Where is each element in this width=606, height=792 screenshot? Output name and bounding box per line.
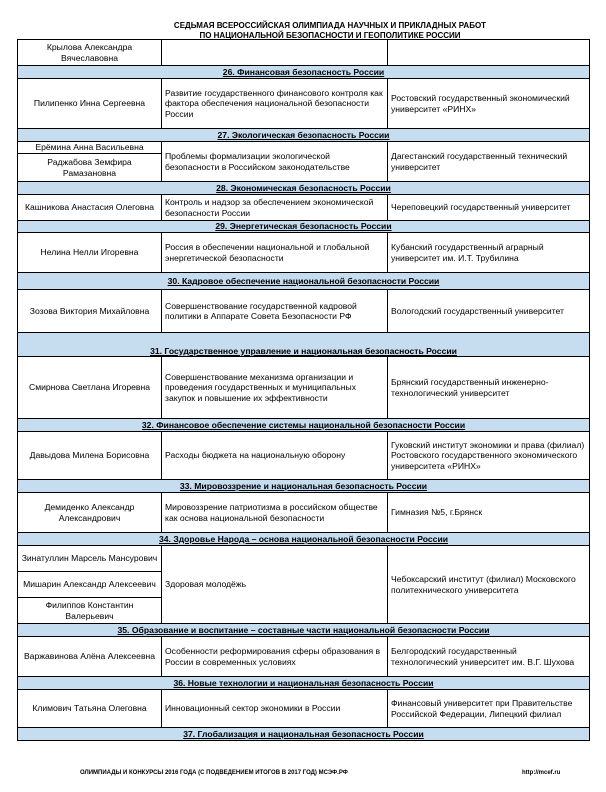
participant-name: Смирнова Светлана Игоревна [18,357,162,419]
org-cell: Финансовый университет при Правительстве Российской Федерации, Липецкий филиал [388,690,590,728]
org-cell: Кубанский государственный аграрный университет им. И.Т. Трубилина [388,233,590,273]
section-header: 32. Финансовое обеспечение системы национальной безопасности России [18,419,590,432]
table-row [18,432,590,480]
org-cell: Чебоксарский институт (филиал) Московского политехнического университета [388,546,590,624]
participant-name: Мишарин Александр Алексеевич [18,572,162,598]
participant-name: Ерёмина Анна Васильевна [18,142,162,154]
org-cell: Вологодский государственный университет [388,290,590,333]
table-row [18,195,590,221]
participant-name: Пилипенко Инна Сергеевна [18,79,162,129]
topic-cell: Расходы бюджета на национальную оборону [162,432,388,480]
participant-name: Филиппов Константин Валерьевич [18,598,162,624]
topic-cell: Здоровая молодёжь [162,546,388,624]
participant-name: Раджабова Земфира Рамазановна [18,154,162,182]
topic-cell: Совершенствование государственной кадровой политики в Аппарате Совета Безопасности РФ [162,290,388,333]
header-line-1: СЕДЬМАЯ ВСЕРОССИЙСКАЯ ОЛИМПИАДА НАУЧНЫХ И ПРИКЛАДНЫХ РАБОТ [173,21,487,30]
participant-name: Давыдова Милена Борисовна [18,432,162,480]
document-header [150,21,510,41]
table-row [18,290,590,333]
org-cell [388,40,590,66]
participant-name: Зинатуллин Марсель Мансурович [18,546,162,572]
participants-table [17,39,590,741]
org-cell: Ростовский государственный экономический университет «РИНХ» [388,79,590,129]
participant-name: Климович Татьяна Олеговна [18,690,162,728]
section-header: 30. Кадровое обеспечение национальной безопасности России [18,273,590,290]
org-cell: Череповецкий государственный университет [388,195,590,221]
org-cell: Гимназия №5, г.Брянск [388,493,590,533]
table-row [18,357,590,419]
participant-name: Зозова Виктория Михайловна [18,290,162,333]
topic-cell: Россия в обеспечении национальной и глобальной энергетической безопасности [162,233,388,273]
header-line-2: ПО НАЦИОНАЛЬНОЙ БЕЗОПАСНОСТИ И ГЕОПОЛИТИКЕ РОССИИ [199,31,461,40]
footer-left-text: ОЛИМПИАДЫ И КОНКУРСЫ 2016 ГОДА (С ПОДВЕДЕНИЕМ ИТОГОВ В 2017 ГОД) МСЭФ.РФ [80,770,348,776]
table-row [18,546,590,572]
section-header: 35. Образование и воспитание – составные части национальной безопасности России [18,624,590,637]
org-cell: Дагестанский государственный технический университет [388,142,590,182]
topic-cell: Мировоззрение патриотизма в российском обществе как основа национальной безопасности [162,493,388,533]
footer-url[interactable]: http://mcef.ru [522,770,561,776]
table-row [18,79,590,129]
participant-name: Варжавинова Алёна Алексеевна [18,637,162,677]
topic-cell: Развитие государственного финансового контроля как фактора обеспечения национальной безопасности России [162,79,388,129]
topic-cell: Совершенствование механизма организации и проведения государственных и муниципальных закупок и повышение их эффективности [162,357,388,419]
table-row [18,233,590,273]
table-row [18,40,590,66]
topic-cell: Особенности реформирования сферы образования в России в современных условиях [162,637,388,677]
section-header: 36. Новые технологии и национальная безопасность России [18,677,590,690]
section-header: 33. Мировоззрение и национальная безопасность России [18,480,590,493]
topic-cell: Проблемы формализации экологической безопасности в Российском законодательстве [162,142,388,182]
participant-name: Крылова Александра Вячеславовна [18,40,162,66]
section-header: 28. Экономическая безопасность России [18,182,590,195]
section-header: 34. Здоровье Народа – основа национальной безопасности России [18,533,590,546]
org-cell: Гуковский институт экономики и права (филиал) Ростовского государственного экономического университета «РИНХ» [388,432,590,480]
section-header: 31. Государственное управление и национальная безопасность России [18,333,590,357]
org-cell: Брянский государственный инженерно-технологический университет [388,357,590,419]
participant-name: Демиденко Александр Александрович [18,493,162,533]
table-row [18,493,590,533]
participant-name: Кашникова Анастасия Олеговна [18,195,162,221]
topic-cell: Инновационный сектор экономики в России [162,690,388,728]
table-row [18,637,590,677]
table-row [18,690,590,728]
topic-cell [162,40,388,66]
section-header: 29. Энергетическая безопасность России [18,221,590,233]
section-header: 27. Экологическая безопасность России [18,129,590,142]
topic-cell: Контроль и надзор за обеспечением экономической безопасности России [162,195,388,221]
table-row [18,142,590,154]
section-header: 37. Глобализация и национальная безопасность России [18,728,590,741]
section-header: 26. Финансовая безопасность России [18,66,590,79]
org-cell: Белгородский государственный технологический университет им. В.Г. Шухова [388,637,590,677]
participant-name: Нелина Нелли Игоревна [18,233,162,273]
